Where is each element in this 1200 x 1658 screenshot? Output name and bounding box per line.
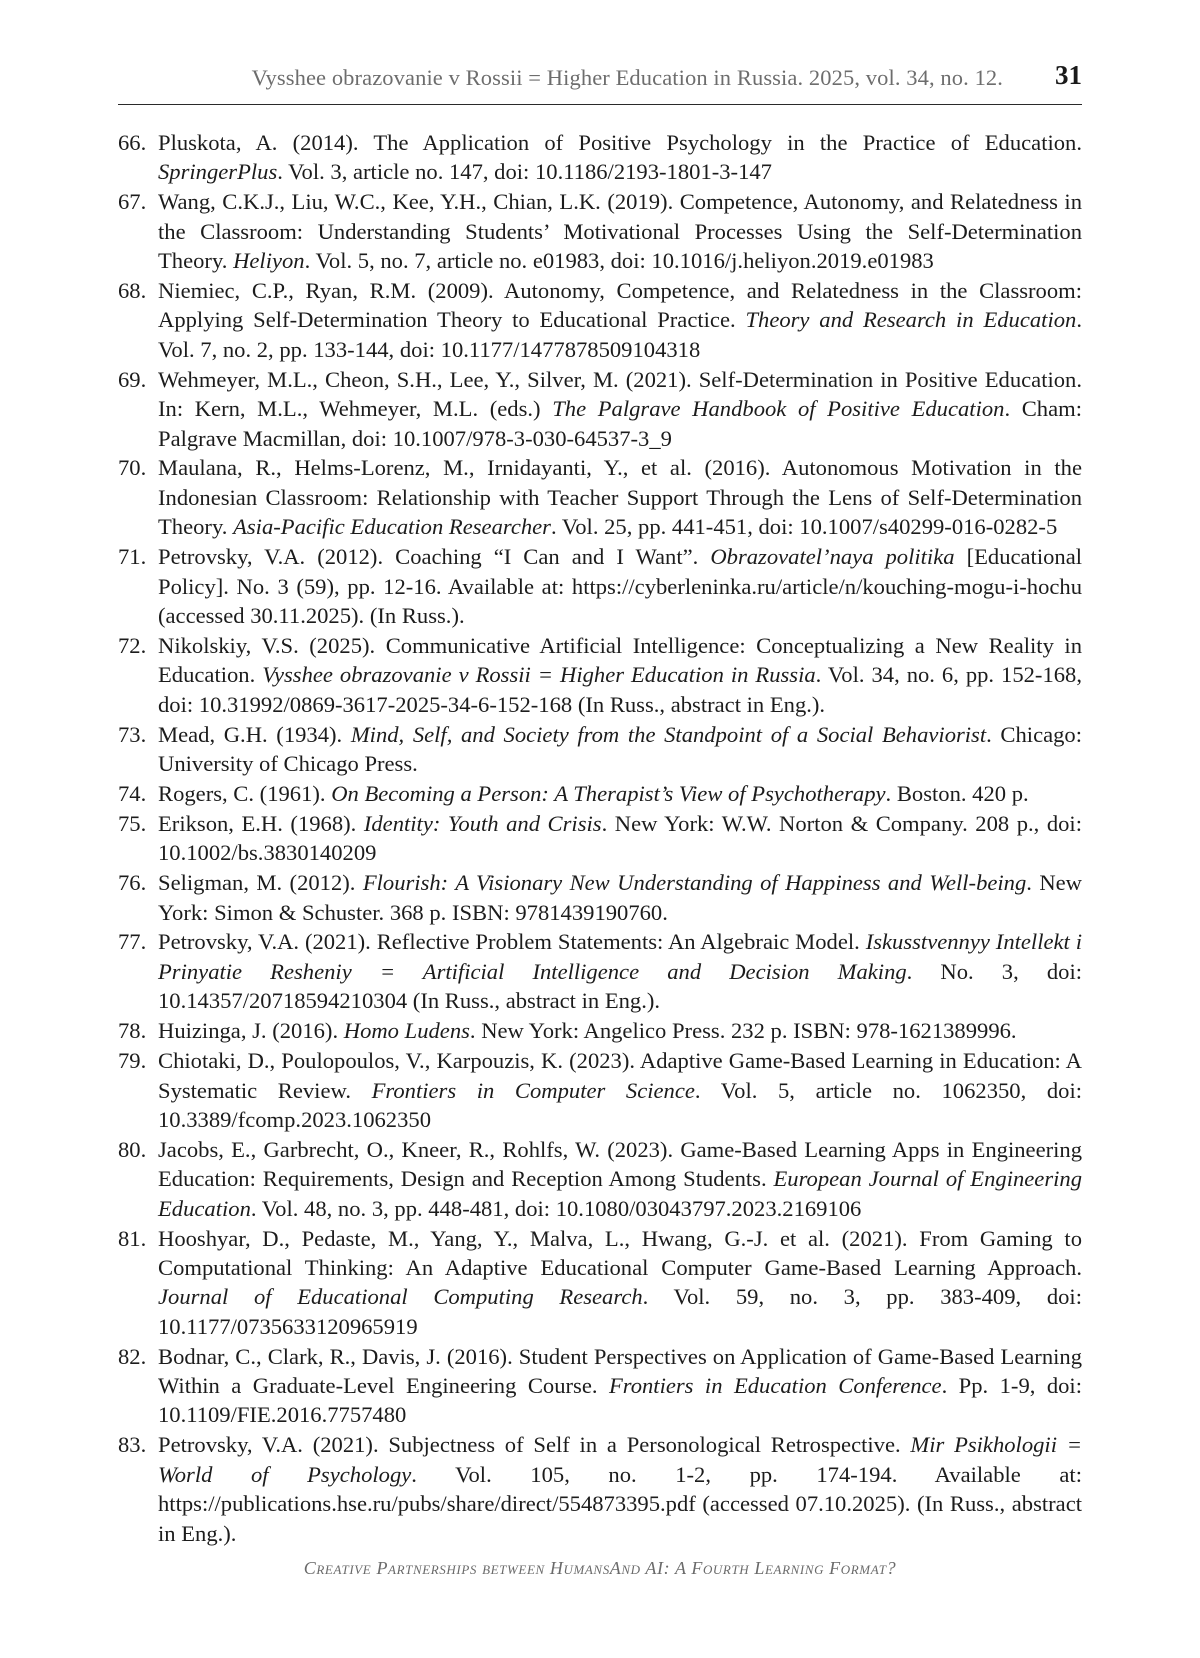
reference-text: Maulana, R., Helms-Lorenz, M., Irnidayanti, Y., et al. (2016). Autonomous Motivation in the Indonesian Classroom: Relationship with Teacher Support Through the Lens of Self-Determination Theory. xyxy=(158,455,1082,540)
reference-details: . Vol. 3, article no. 147, doi: 10.1186/2193-1801-3-147 xyxy=(277,159,772,185)
reference-text: Wehmeyer, M.L., Cheon, S.H., Lee, Y., Silver, M. (2021). Self-Determination in Positive Education. In: Kern, M.L., Wehmeyer, M.L. (eds.) xyxy=(158,366,1082,422)
reference-number: 70. xyxy=(118,455,147,481)
reference-details: . New York: W.W. Norton & Company. 208 p., doi: 10.1002/bs.3830140209 xyxy=(158,810,1082,866)
reference-source-title: Identity: Youth and Crisis xyxy=(363,810,602,836)
reference-details: . No. 3, doi: 10.14357/20718594210304 (In Russ., abstract in Eng.). xyxy=(158,958,1082,1014)
reference-text: Petrovsky, V.A. (2021). Reflective Problem Statements: An Algebraic Model. xyxy=(158,929,866,955)
reference-item xyxy=(118,779,1082,808)
reference-number: 76. xyxy=(118,870,147,896)
reference-text: Nikolskiy, V.S. (2025). Communicative Artificial Intelligence: Conceptualizing a New Reality in Education. xyxy=(158,632,1082,688)
reference-item xyxy=(118,365,1082,453)
reference-number: 71. xyxy=(118,544,147,570)
reference-details: . Boston. 420 p. xyxy=(885,780,1029,806)
page-number: 31 xyxy=(1055,60,1082,90)
reference-source-title: Journal of Educational Computing Research xyxy=(158,1284,643,1310)
reference-details: . Vol. 48, no. 3, pp. 448-481, doi: 10.1080/03043797.2023.2169106 xyxy=(250,1195,862,1221)
reference-details: . Vol. 5, no. 7, article no. e01983, doi: 10.1016/j.heliyon.2019.e01983 xyxy=(304,248,934,274)
reference-item xyxy=(118,1224,1082,1342)
reference-text: Bodnar, C., Clark, R., Davis, J. (2016). Student Perspectives on Application of Game-Based Learning Within a Graduate-Level Engineering Course. xyxy=(158,1343,1082,1399)
reference-number: 82. xyxy=(118,1343,147,1369)
reference-source-title: Mind, Self, and Society from the Standpoint of a Social Behaviorist xyxy=(350,721,987,747)
reference-item xyxy=(118,1135,1082,1223)
reference-source-title: On Becoming a Person: A Therapist’s View of Psychotherapy xyxy=(331,780,886,806)
reference-source-title: Heliyon xyxy=(233,248,305,274)
reference-source-title: The Palgrave Handbook of Positive Education xyxy=(552,396,1005,422)
page-header xyxy=(118,58,1082,105)
reference-number: 66. xyxy=(118,130,147,155)
reference-number: 81. xyxy=(118,1225,147,1251)
reference-source-title: Frontiers in Computer Science xyxy=(371,1077,695,1103)
reference-source-title: Iskusstvennyy Intellekt i Prinyatie Resheniy = Artificial Intelligence and Decision Making xyxy=(158,929,1082,984)
reference-number: 69. xyxy=(118,366,147,392)
reference-item xyxy=(118,453,1082,541)
reference-text: Niemiec, C.P., Ryan, R.M. (2009). Autonomy, Competence, and Relatedness in the Classroom: Applying Self-Determination Theory to Educational Practice. xyxy=(158,278,1082,333)
journal-running-head: Vysshee obrazovanie v Rossii = Higher Education in Russia. 2025, vol. 34, no. 12. xyxy=(251,65,1003,90)
reference-item xyxy=(118,868,1082,927)
reference-text: Erikson, E.H. (1968). xyxy=(158,810,364,836)
reference-text: Seligman, M. (2012). xyxy=(158,870,363,896)
reference-number: 79. xyxy=(118,1048,147,1074)
reference-details: . Vol. 25, pp. 441-451, doi: 10.1007/s40299-016-0282-5 xyxy=(550,514,1058,540)
reference-text: Petrovsky, V.A. (2021). Subjectness of Self in a Personological Retrospective. xyxy=(158,1432,911,1458)
reference-text: Chiotaki, D., Poulopoulos, V., Karpouzis, K. (2023). Adaptive Game-Based Learning in Education: A Systematic Review. xyxy=(158,1048,1082,1103)
reference-source-title: SpringerPlus xyxy=(158,159,278,185)
reference-number: 73. xyxy=(118,721,147,747)
reference-source-title: Mir Psikhologii = World of Psychology xyxy=(158,1432,1083,1487)
reference-details: . Vol. 34, no. 6, pp. 152-168, doi: 10.31992/0869-3617-2025-34-6-152-168 (In Russ., abstract in Eng.). xyxy=(158,662,1082,717)
reference-source-title: European Journal of Engineering Education xyxy=(158,1166,1082,1221)
reference-source-title: Asia-Pacific Education Researcher xyxy=(233,514,551,540)
reference-number: 74. xyxy=(118,780,147,806)
reference-details: . Chicago: University of Chicago Press. xyxy=(158,721,1083,777)
reference-text: Hooshyar, D., Pedaste, M., Yang, Y., Malva, L., Hwang, G.-J. et al. (2021). From Gaming to Computational Thinking: An Adaptive Educational Computer Game-Based Learning Approach. xyxy=(158,1225,1082,1280)
reference-item xyxy=(118,1016,1082,1045)
reference-number: 80. xyxy=(118,1136,147,1162)
page-footer xyxy=(0,1558,1200,1579)
reference-source-title: Obrazovatel’naya politika xyxy=(710,544,955,570)
reference-text: Huizinga, J. (2016). xyxy=(158,1018,344,1044)
reference-item xyxy=(118,1046,1082,1134)
reference-source-title: Vysshee obrazovanie v Rossii = Higher Education in Russia xyxy=(262,662,816,688)
reference-item xyxy=(118,542,1082,630)
reference-source-title: Theory and Research in Education xyxy=(745,307,1077,333)
reference-number: 67. xyxy=(118,189,147,215)
reference-number: 68. xyxy=(118,278,147,304)
reference-item xyxy=(118,927,1082,1015)
reference-number: 75. xyxy=(118,810,147,836)
reference-details: . New York: Angelico Press. 232 p. ISBN: 978-1621389996. xyxy=(469,1018,1017,1044)
reference-text: Mead, G.H. (1934). xyxy=(158,721,351,747)
reference-number: 78. xyxy=(118,1018,147,1044)
reference-details: . Vol. 105, no. 1-2, pp. 174-194. Available at: https://publications.hse.ru/pubs/share/direct/554873395.pdf (accessed 07.10.2025). (In Russ., abstract in Eng.). xyxy=(158,1461,1082,1546)
reference-item xyxy=(118,276,1082,364)
reference-number: 77. xyxy=(118,929,147,955)
reference-details: . New York: Simon & Schuster. 368 p. ISBN: 9781439190760. xyxy=(158,870,1082,925)
reference-item xyxy=(118,809,1082,868)
reference-number: 72. xyxy=(118,632,147,658)
reference-details: . Vol. 59, no. 3, pp. 383-409, doi: 10.1177/0735633120965919 xyxy=(158,1284,1082,1339)
reference-text: Petrovsky, V.A. (2012). Coaching “I Can and I Want”. xyxy=(158,544,711,570)
reference-item xyxy=(118,1430,1082,1548)
reference-text: Jacobs, E., Garbrecht, O., Kneer, R., Rohlfs, W. (2023). Game-Based Learning Apps in Engineering Education: Requirements, Design and Reception Among Students. xyxy=(158,1136,1082,1192)
reference-details: . Cham: Palgrave Macmillan, doi: 10.1007/978-3-030-64537-3_9 xyxy=(158,396,1082,451)
reference-source-title: Frontiers in Education Conference xyxy=(608,1373,942,1399)
reference-text: Wang, C.K.J., Liu, W.C., Kee, Y.H., Chian, L.K. (2019). Competence, Autonomy, and Relatedness in the Classroom: Understanding Students’ Motivational Processes Using the Self-Determination Theory. xyxy=(158,189,1082,274)
reference-details: [Educational Policy]. No. 3 (59), pp. 12-16. Available at: https://cyberleninka.ru/article/n/kouching-mogu-i-hochu (accessed 30.11.2025). (In Russ.). xyxy=(158,544,1082,628)
reference-details: . Vol. 5, article no. 1062350, doi: 10.3389/fcomp.2023.1062350 xyxy=(158,1077,1082,1132)
reference-source-title: Flourish: A Visionary New Understanding of Happiness and Well-being xyxy=(362,870,1027,896)
reference-item xyxy=(118,128,1082,187)
reference-list xyxy=(118,128,1082,1549)
reference-item xyxy=(118,187,1082,275)
reference-text: Rogers, C. (1961). xyxy=(158,780,332,806)
reference-source-title: Homo Ludens xyxy=(343,1018,470,1044)
reference-details: . Vol. 7, no. 2, pp. 133-144, doi: 10.1177/1477878509104318 xyxy=(158,307,1082,362)
reference-item xyxy=(118,1342,1082,1430)
reference-text: Pluskota, A. (2014). The Application of Positive Psychology in the Practice of Education. xyxy=(158,130,1082,155)
reference-item xyxy=(118,720,1082,779)
reference-details: . Pp. 1-9, doi: 10.1109/FIE.2016.7757480 xyxy=(158,1373,1082,1428)
reference-item xyxy=(118,631,1082,719)
running-article-title: Creative Partnerships between HumansAnd AI: A Fourth Learning Format? xyxy=(303,1558,897,1578)
reference-number: 83. xyxy=(118,1432,147,1458)
